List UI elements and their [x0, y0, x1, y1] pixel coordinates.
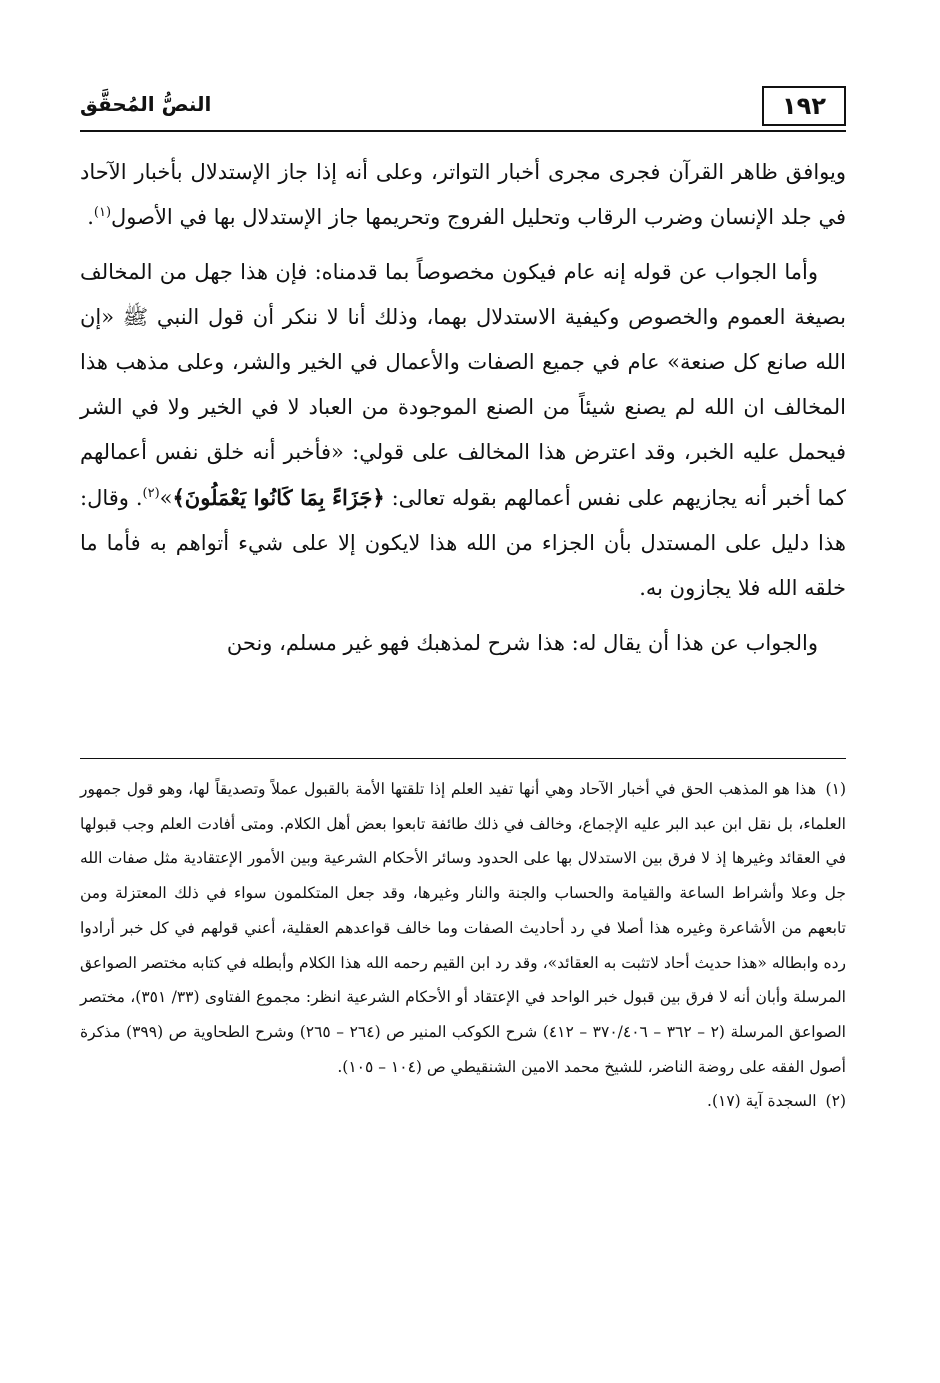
paragraph-1-text: ويوافق ظاهر القرآن فجرى مجرى أخبار التواتر، وعلى أنه إذا جاز الإستدلال بأخبار الآحاد في جلد الإنسان وضرب الرقاب وتحليل الفروج وتحريمها جاز الإستدلال بها في الأصول: [80, 160, 846, 229]
footnote-2-text: السجدة آية (١٧).: [707, 1092, 817, 1111]
page-number-box: [762, 86, 846, 126]
footnote-1: [80, 772, 846, 1084]
header-rule: [80, 130, 846, 132]
paragraph-2-text-b: . وقال: هذا دليل على المستدل بأن الجزاء من الله هذا لايكون إلا على شيء أتواهم به فأما ما خلقه الله فلا يجازون به.: [80, 486, 846, 600]
footnote-1-text: هذا هو المذهب الحق في أخبار الآحاد وهي أنها تفيد العلم إذا تلقتها الأمة بالقبول عملاً وتصديقاً لها، وهو قول جمهور العلماء، بل نقل ابن عبد البر عليه الإجماع، وخالف في ذلك طائفة تابعوا بعض أهل الكلام. ومتى أفادت العلم وجب قبولها في العقائد وغيرها إذ لا فرق بين الاستدلال بها على الحدود وسائر الأحكام الشرعية وبين الأمور الإعتقادية مثل صفات الله جل وعلا وأشراط الساعة والقيامة والحساب والجنة والنار وغيرها، وقد جعل المتكلمون سواء في ذلك المعتزلة ومن تابعهم من الأشاعرة وغيره هذا أصلا في رد أحاديث الصفات وما خالف قواعدهم العقلية، أعني قولهم في كل خبر أرادوا رده وابطاله «هذا حديث أحاد لاتثبت به العقائد»، وقد رد ابن القيم رحمه الله هذا الكلام وأبطله في كتابه مختصر الصواعق المرسلة وأبان أنه لا فرق بين قبول خبر الواحد في الإعتقاد أو الأحكام الشرعية انظر: مجموع الفتاوى (٣٣/ ٣٥١)، مختصر الصواعق المرسلة (٢ – ٣٦٢ – ٣٧٠/٤٠٦ – ٤١٢) شرح الكوكب المنير ص (٢٦٤ – ٢٦٥) وشرح الطحاوية ص (٣٩٩) مذكرة أصول الفقه على روضة الناضر، للشيخ محمد الامين الشنقيطي ص (١٠٤ – ١٠٥).: [80, 780, 846, 1076]
paragraph-2: [80, 250, 846, 611]
paragraph-2-text-a: وأما الجواب عن قوله إنه عام فيكون مخصوصاً بما قدمناه: فإن هذا جهل من المخالف بصيغة العموم والخصوص وكيفية الاستدلال بهما، وذلك أنا لا ننكر أن قول النبي ﷺ «إن الله صانع كل صنعة» عام في جميع الصفات والأعمال في الخير والشر، وعلى مذهب هذا المخالف ان الله لم يصنع شيئاً من الصنع الموجودة من العباد لا في الخير ولا في الشر فيحمل عليه الخبر، وقد اعترض هذا المخالف على قولي: «فأخبر أنه خلق نفس أعمالهم كما أخبر أنه يجازيهم على نفس أعمالهم بقوله تعالى:: [80, 260, 847, 510]
footnote-ref-1: (١): [93, 205, 112, 220]
footnotes: [80, 772, 846, 1119]
main-text: [80, 150, 846, 676]
quote-close: »: [159, 486, 173, 510]
paragraph-3-text: والجواب عن هذا أن يقال له: هذا شرح لمذهبك فهو غير مسلم، ونحن: [226, 631, 818, 655]
paragraph-3: [80, 621, 846, 666]
paragraph-1-end: .: [87, 205, 94, 229]
footnote-1-number: (١): [825, 780, 846, 798]
footnote-ref-2: (٢): [142, 486, 160, 501]
page-number: ١٩٢: [782, 92, 826, 120]
running-title: النصُّ المُحقَّق: [80, 92, 212, 116]
paragraph-1: [80, 150, 846, 240]
footnote-rule: [80, 758, 846, 759]
footnote-2: [80, 1084, 846, 1119]
footnote-2-number: (٢): [825, 1092, 846, 1111]
quran-verse: ﴿جَزَاءً بِمَا كَانُوا يَعْمَلُونَ﴾: [172, 485, 385, 510]
page-header: [80, 86, 846, 132]
